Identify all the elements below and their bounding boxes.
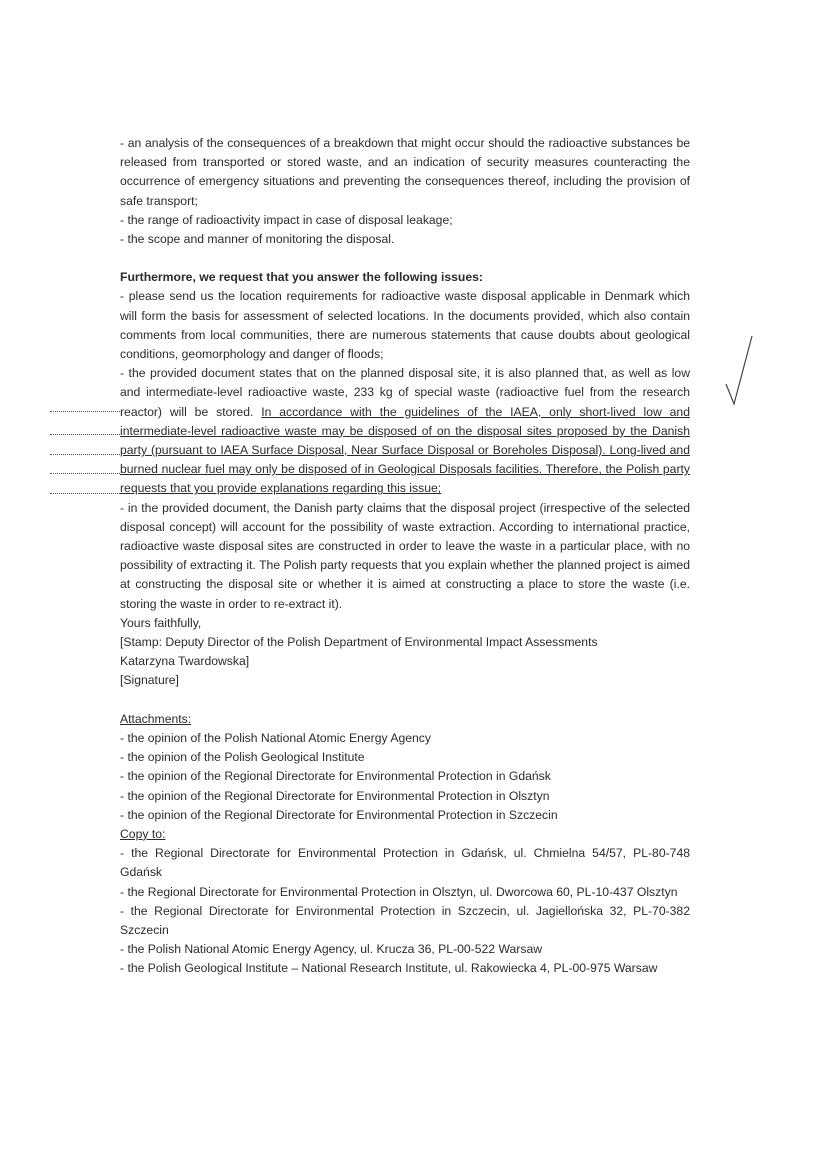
closing-signature: [Signature] bbox=[120, 673, 179, 688]
copy-to-item: - the Polish National Atomic Energy Agency, ul. Krucza 36, PL-00-522 Warsaw bbox=[120, 942, 543, 957]
closing-stamp: [Stamp: Deputy Director of the Polish Department of Environmental Impact Assessments bbox=[120, 635, 598, 650]
attachment-item: - the opinion of the Regional Directorate for Environmental Protection in Olsztyn bbox=[120, 788, 550, 803]
letter-body bbox=[120, 134, 690, 979]
copy-to-item: - the Regional Directorate for Environmental Protection in Gdańsk, ul. Chmielna 54/57, PL-80-748 Gdańsk bbox=[120, 846, 690, 880]
request-disposal-text: - the provided document states that on the planned disposal site, it is also planned that, as well as low and intermediate-level radioactive waste, 233 kg of special waste (radioactive fuel from the research reactor) will be stored. bbox=[120, 366, 690, 419]
closing-salutation: Yours faithfully, bbox=[120, 615, 202, 630]
copy-to-item: - the Regional Directorate for Environmental Protection in Olsztyn, ul. Dworcowa 60, PL-10-437 Olsztyn bbox=[120, 884, 678, 899]
request-location-item: - please send us the location requirements for radioactive waste disposal applicable in Denmark which will form the basis for assessment of selected locations. In the documents provided, which also contain comments from local communities, there are numerous statements that cause doubts about geological conditions, geomorphology and danger of floods; bbox=[120, 289, 690, 362]
request-disposal-underlined-text: In accordance with the guidelines of the IAEA, only short-lived low and intermediate-level radioactive waste may be disposed of on the disposal sites proposed by the Danish party (pursuant to IAEA Surface Disposal, Near Surface Disposal or Boreholes Disposal). Long-lived and burned nuclear fuel may only be disposed of in Geological Disposals facilities. Therefore, the Polish party requests that you provide explanations regarding this issue; bbox=[120, 404, 690, 496]
consequences-scope-item: - the scope and manner of monitoring the disposal. bbox=[120, 232, 395, 247]
margin-mark bbox=[50, 434, 120, 435]
margin-mark bbox=[50, 454, 120, 455]
attachments-heading: Attachments: bbox=[120, 711, 192, 726]
copy-to-item: - the Polish Geological Institute – National Research Institute, ul. Rakowiecka 4, PL-00-975 Warsaw bbox=[120, 961, 658, 976]
closing-name: Katarzyna Twardowska] bbox=[120, 654, 250, 669]
attachment-item: - the opinion of the Polish National Atomic Energy Agency bbox=[120, 730, 431, 745]
request-disposal-item bbox=[120, 364, 690, 498]
margin-mark bbox=[50, 411, 120, 412]
request-extraction-item: - in the provided document, the Danish party claims that the disposal project (irrespective of the selected disposal concept) will account for the possibility of waste extraction. According to international practice, radioactive waste disposal sites are constructed in order to leave the waste in a particular place, with no possibility of extracting it. The Polish party requests that you explain whether the planned project is aimed at constructing the disposal site or whether it is aimed at constructing a place to store the waste (i.e. storing the waste in order to re-extract it). bbox=[120, 500, 690, 611]
consequences-range-item: - the range of radioactivity impact in case of disposal leakage; bbox=[120, 212, 453, 227]
attachment-item: - the opinion of the Regional Directorate for Environmental Protection in Gdańsk bbox=[120, 769, 551, 784]
margin-mark bbox=[50, 473, 120, 474]
attachment-item: - the opinion of the Regional Directorate for Environmental Protection in Szczecin bbox=[120, 807, 558, 822]
attachment-item: - the opinion of the Polish Geological Institute bbox=[120, 750, 365, 765]
margin-mark bbox=[50, 493, 120, 494]
request-heading: Furthermore, we request that you answer the following issues: bbox=[120, 270, 483, 285]
consequences-breakdown-item: - an analysis of the consequences of a breakdown that might occur should the radioactive substances be released from transported or stored waste, and an indication of security measures counteracting the occurrence of emergency situations and preventing the consequences thereof, including the provision of safe transport; bbox=[120, 136, 690, 208]
copy-to-item: - the Regional Directorate for Environmental Protection in Szczecin, ul. Jagiellońska 32, PL-70-382 Szczecin bbox=[120, 903, 690, 937]
copy-to-heading: Copy to: bbox=[120, 826, 166, 841]
